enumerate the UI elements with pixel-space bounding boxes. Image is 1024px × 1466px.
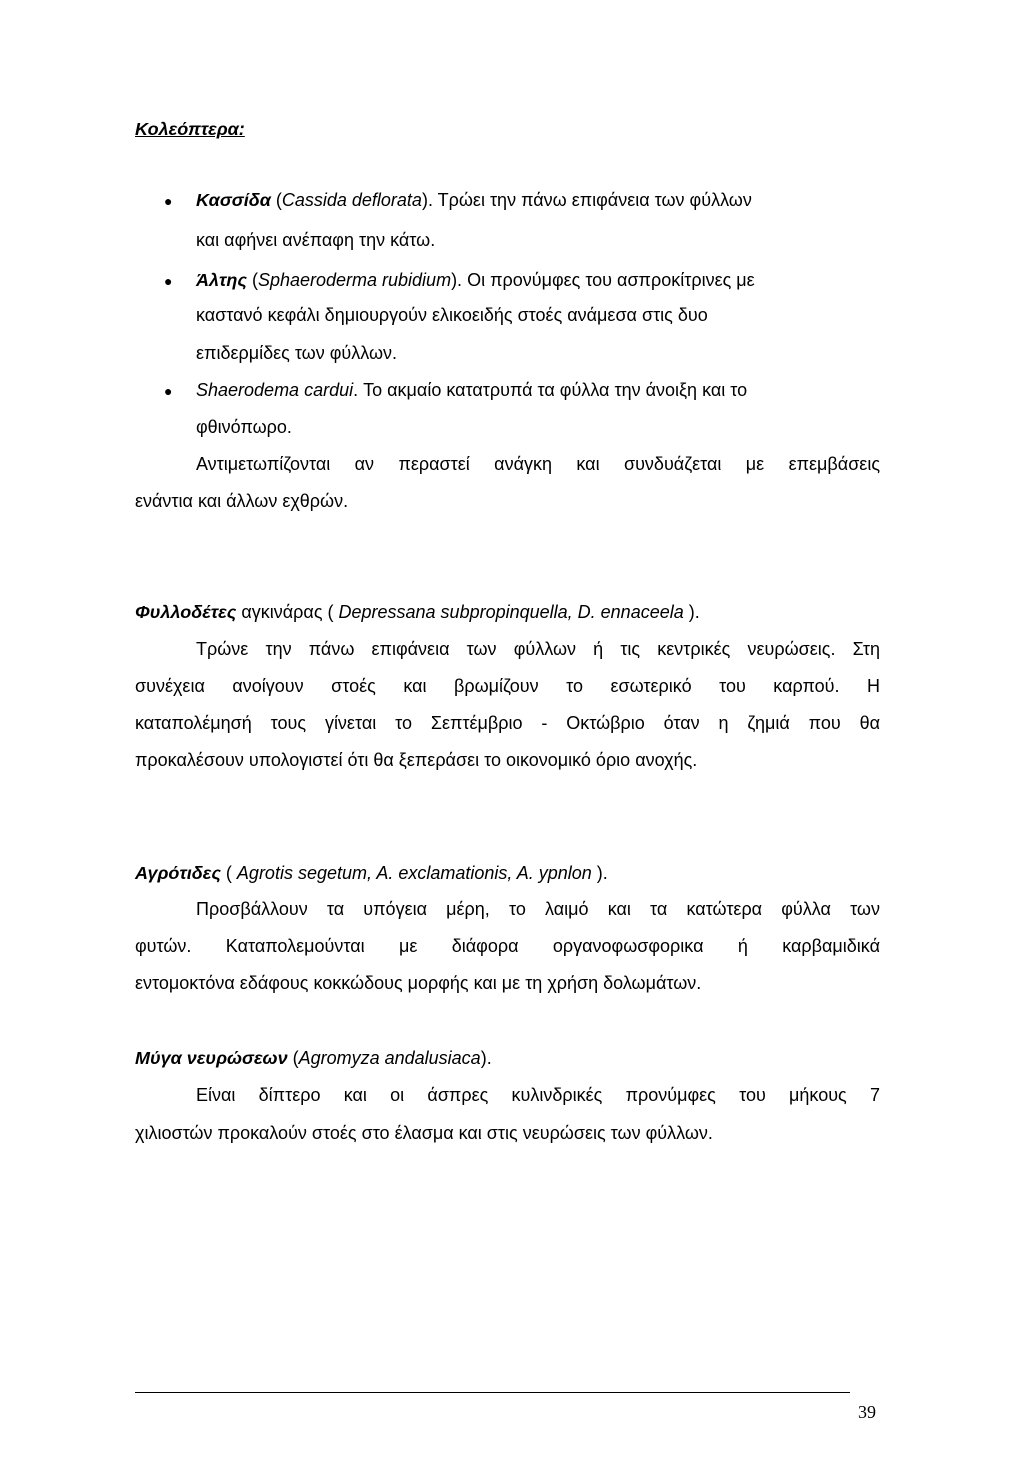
agrotides-line-1: Προσβάλλουν τα υπόγεια μέρη, το λαιμό και τα κατώτερα φύλλα των	[196, 899, 880, 919]
bullet-1-line-1: Κασσίδα (Cassida deflorata). Τρώει την πάνω επιφάνεια των φύλλων	[196, 190, 752, 210]
bullet-1-line-2: και αφήνει ανέπαφη την κάτω.	[196, 230, 436, 250]
pest-name: Αγρότιδες	[135, 863, 221, 883]
pest-name: Κασσίδα	[196, 190, 271, 210]
scientific-name: Sphaeroderma rubidium	[257, 270, 452, 290]
myga-title: Μύγα νευρώσεων (Agromyza andalusiaca).	[135, 1048, 492, 1068]
bullet-3-line-1: Shaerodema cardui. Το ακμαίο κατατρυπά τα φύλλα την άνοιξη και το	[196, 380, 748, 400]
pest-name: Μύγα νευρώσεων	[135, 1048, 288, 1068]
bullet-2-line-1: Άλτης (Sphaeroderma rubidium). Οι προνύμφες του ασπροκίτρινες με	[196, 270, 755, 290]
bullet-3-line-2: φθινόπωρο.	[196, 417, 292, 437]
fyllodetes-line-4: προκαλέσουν υπολογιστεί ότι θα ξεπεράσει το οικονομικό όριο ανοχής.	[135, 750, 698, 770]
scientific-name: Agrotis segetum, A. exclamationis, A. ypnlon	[236, 863, 592, 883]
scientific-name: Shaerodema cardui	[196, 380, 354, 400]
agrotides-title: Αγρότιδες ( Agrotis segetum, A. exclamationis, A. ypnlon ).	[135, 863, 608, 883]
bullet-marker: ●	[164, 193, 173, 209]
pest-name: Άλτης	[196, 270, 247, 290]
agrotides-line-2: φυτών. Καταπολεμούνται με διάφορα οργανοφωσφορικα ή καρβαμιδικά	[135, 936, 880, 956]
fyllodetes-title: Φυλλοδέτες αγκινάρας ( Depressana subpropinquella, D. ennaceela ).	[135, 602, 700, 622]
coleoptera-control-line-1: Αντιμετωπίζονται αν περαστεί ανάγκη και συνδυάζεται με επεμβάσεις	[196, 454, 880, 474]
fyllodetes-line-1: Τρώνε την πάνω επιφάνεια των φύλλων ή τις κεντρικές νευρώσεις. Στη	[196, 639, 880, 659]
pest-name: Φυλλοδέτες	[135, 602, 237, 622]
footer-rule	[135, 1392, 850, 1393]
scientific-name: Depressana subpropinquella, D. ennaceela	[338, 602, 684, 622]
fyllodetes-line-2: συνέχεια ανοίγουν στοές και βρωμίζουν το εσωτερικό του καρπού. Η	[135, 676, 880, 696]
bullet-marker: ●	[164, 383, 173, 399]
myga-line-1: Είναι δίπτερο και οι άσπρες κυλινδρικές προνύμφες του μήκους 7	[196, 1085, 880, 1105]
bullet-marker: ●	[164, 273, 173, 289]
agrotides-line-3: εντομοκτόνα εδάφους κοκκώδους μορφής και με τη χρήση δολωμάτων.	[135, 973, 702, 993]
scientific-name: Cassida deflorata	[281, 190, 422, 210]
fyllodetes-line-3: καταπολέμησή τους γίνεται το Σεπτέμβριο - Οκτώβριο όταν η ζημιά που θα	[135, 713, 880, 733]
page-number: 39	[858, 1402, 876, 1422]
myga-line-2: χιλιοστών προκαλούν στοές στο έλασμα και στις νευρώσεις των φύλλων.	[135, 1123, 713, 1143]
scientific-name: Agromyza andalusiaca	[298, 1048, 481, 1068]
coleoptera-control-line-2: ενάντια και άλλων εχθρών.	[135, 491, 349, 511]
bullet-2-line-2: καστανό κεφάλι δημιουργούν ελικοειδής στοές ανάμεσα στις δυο	[196, 305, 708, 325]
bullet-2-line-3: επιδερμίδες των φύλλων.	[196, 343, 398, 363]
section-heading: Κολεόπτερα:	[135, 119, 245, 139]
